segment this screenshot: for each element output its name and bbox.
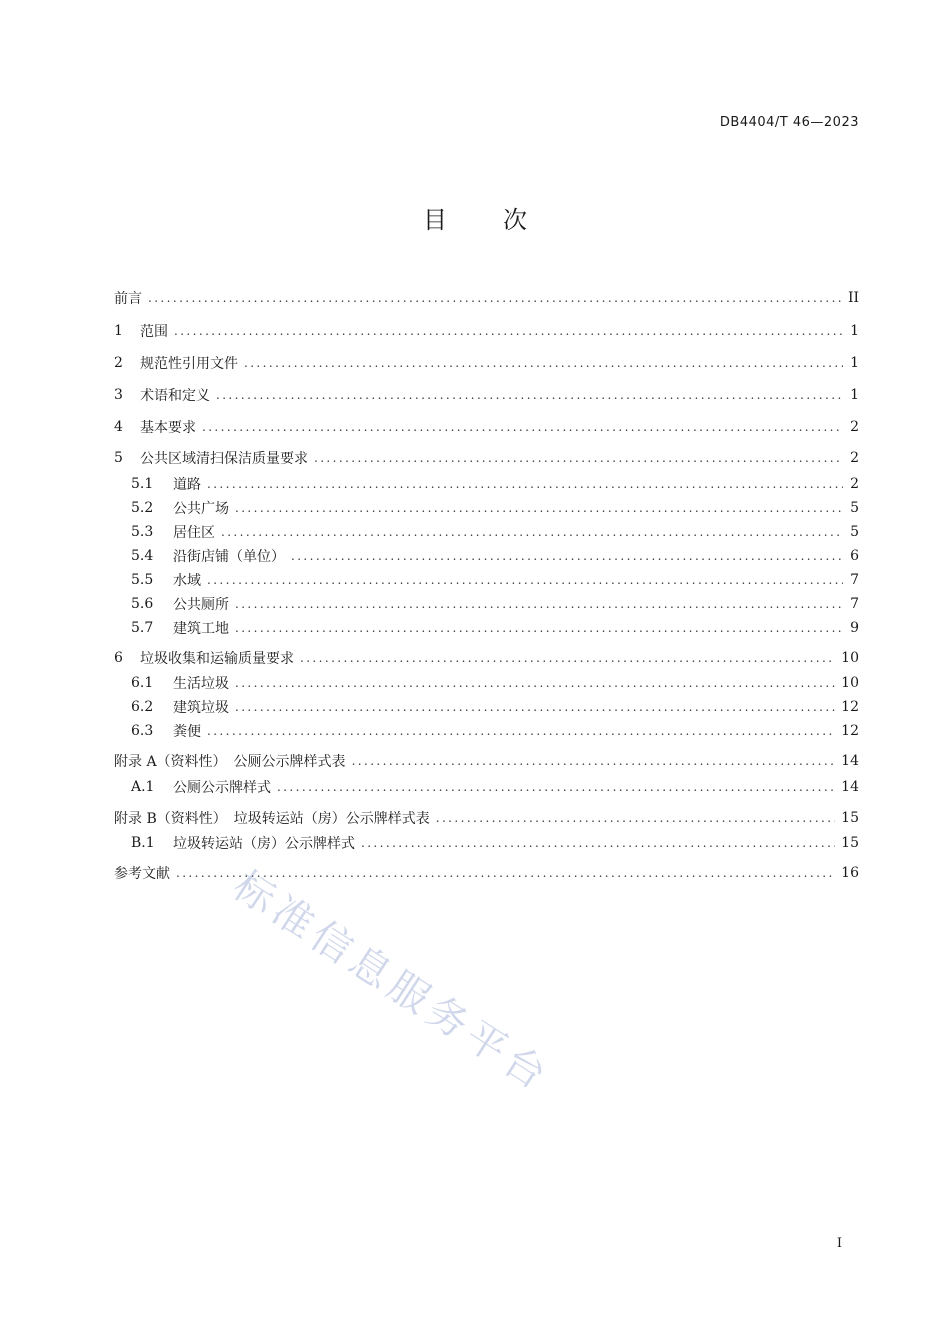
toc-leader (235, 700, 835, 714)
toc-number: 5.1 (131, 476, 154, 492)
toc-number: A.1 (131, 779, 155, 795)
toc-leader (207, 573, 843, 587)
toc-label: 沿街店铺（单位） (173, 549, 285, 565)
toc-entry-appendix-a[interactable] (114, 750, 859, 772)
toc-number: 5.5 (131, 572, 154, 588)
page-number: I (836, 1236, 842, 1251)
toc-page: II (847, 290, 859, 306)
toc-entry-6-1[interactable] (131, 672, 859, 694)
toc-page: 2 (850, 419, 859, 435)
toc-leader (148, 291, 842, 305)
toc-page: 6 (850, 548, 859, 564)
toc-leader (207, 724, 835, 738)
toc-entry-5-6[interactable] (131, 593, 859, 615)
toc-entry-references[interactable] (114, 862, 859, 884)
toc-leader (202, 420, 843, 434)
toc-leader (174, 324, 843, 338)
toc-leader (207, 477, 843, 491)
toc-number: 5.6 (131, 596, 154, 612)
toc-leader (235, 621, 843, 635)
toc-page: 10 (841, 675, 859, 691)
toc-title: 目次 (423, 206, 583, 234)
toc-entry-5-3[interactable] (131, 521, 859, 543)
toc-label: 参考文献 (114, 866, 170, 882)
toc-number: 5.3 (131, 524, 154, 540)
toc-number: 4 (114, 419, 123, 435)
toc-leader (235, 597, 843, 611)
toc-leader (216, 388, 843, 402)
toc-label: 垃圾收集和运输质量要求 (140, 651, 294, 667)
toc-label: 垃圾转运站（房）公示牌样式 (173, 836, 355, 852)
toc-label: 规范性引用文件 (140, 356, 238, 372)
toc-entry-2[interactable] (114, 352, 859, 374)
toc-label: 建筑工地 (173, 621, 229, 637)
watermark: 标准信息服务平台 (225, 862, 559, 1102)
toc-page: 1 (850, 323, 859, 339)
toc-page: 12 (841, 699, 859, 715)
toc-label: 居住区 (173, 525, 215, 541)
toc-label: 公共广场 (173, 501, 229, 517)
toc-entry-5-1[interactable] (131, 473, 859, 495)
toc-number: B.1 (131, 835, 155, 851)
toc-leader (221, 525, 843, 539)
toc-number: 5.4 (131, 548, 154, 564)
toc-entry-5-2[interactable] (131, 497, 859, 519)
toc-label: 公共区域清扫保洁质量要求 (140, 451, 308, 467)
toc-entry-5[interactable] (114, 447, 859, 469)
toc-number: 3 (114, 387, 123, 403)
toc-leader (361, 836, 835, 850)
toc-page: 1 (850, 387, 859, 403)
toc-page: 1 (850, 355, 859, 371)
toc-number: 6 (114, 650, 123, 666)
toc-leader (277, 780, 835, 794)
toc-label: 公共厕所 (173, 597, 229, 613)
toc-page: 7 (850, 596, 859, 612)
toc-entry-3[interactable] (114, 384, 859, 406)
toc-label: 公厕公示牌样式 (173, 780, 271, 796)
toc-leader (291, 549, 843, 563)
toc-page: 9 (850, 620, 859, 636)
toc-page: 10 (841, 650, 859, 666)
toc-leader (300, 651, 835, 665)
toc-number: 5.7 (131, 620, 154, 636)
toc-entry-foreword[interactable] (114, 287, 859, 309)
toc-number: 6.2 (131, 699, 154, 715)
document-code: DB4404/T 46—2023 (719, 115, 859, 130)
toc-entry-a-1[interactable] (131, 776, 859, 798)
toc-entry-4[interactable] (114, 416, 859, 438)
toc-page: 7 (850, 572, 859, 588)
toc-entry-6-2[interactable] (131, 696, 859, 718)
toc-page: 5 (850, 524, 859, 540)
toc-leader (235, 501, 843, 515)
toc-entry-5-5[interactable] (131, 569, 859, 591)
toc-leader (436, 811, 835, 825)
toc-label: 生活垃圾 (173, 676, 229, 692)
toc-page: 16 (841, 865, 859, 881)
toc-number: 2 (114, 355, 123, 371)
toc-entry-5-7[interactable] (131, 617, 859, 639)
toc-label: 前言 (114, 291, 142, 307)
toc-page: 2 (850, 476, 859, 492)
toc-entry-b-1[interactable] (131, 832, 859, 854)
toc-leader (314, 451, 843, 465)
toc-page: 14 (841, 779, 859, 795)
toc-label: 建筑垃圾 (173, 700, 229, 716)
toc-label: 术语和定义 (140, 388, 210, 404)
toc-leader (244, 356, 843, 370)
toc-label: 粪便 (173, 724, 201, 740)
toc-label: 道路 (173, 477, 201, 493)
toc-entry-appendix-b[interactable] (114, 807, 859, 829)
toc-label: 范围 (140, 324, 168, 340)
toc-number: 5 (114, 450, 123, 466)
toc-number: 6.3 (131, 723, 154, 739)
toc-entry-6[interactable] (114, 647, 859, 669)
toc-entry-5-4[interactable] (131, 545, 859, 567)
toc-entry-1[interactable] (114, 320, 859, 342)
toc-page: 14 (841, 753, 859, 769)
toc-page: 15 (841, 835, 859, 851)
toc-page: 15 (841, 810, 859, 826)
toc-number: 6.1 (131, 675, 154, 691)
toc-page: 5 (850, 500, 859, 516)
toc-page: 2 (850, 450, 859, 466)
toc-label: 附录 A（资料性） 公厕公示牌样式表 (114, 754, 346, 770)
toc-number: 5.2 (131, 500, 154, 516)
toc-label: 附录 B（资料性） 垃圾转运站（房）公示牌样式表 (114, 811, 430, 827)
toc-leader (352, 754, 836, 768)
toc-label: 基本要求 (140, 420, 196, 436)
toc-page: 12 (841, 723, 859, 739)
toc-leader (235, 676, 835, 690)
toc-entry-6-3[interactable] (131, 720, 859, 742)
toc-label: 水域 (173, 573, 201, 589)
toc-number: 1 (114, 323, 123, 339)
